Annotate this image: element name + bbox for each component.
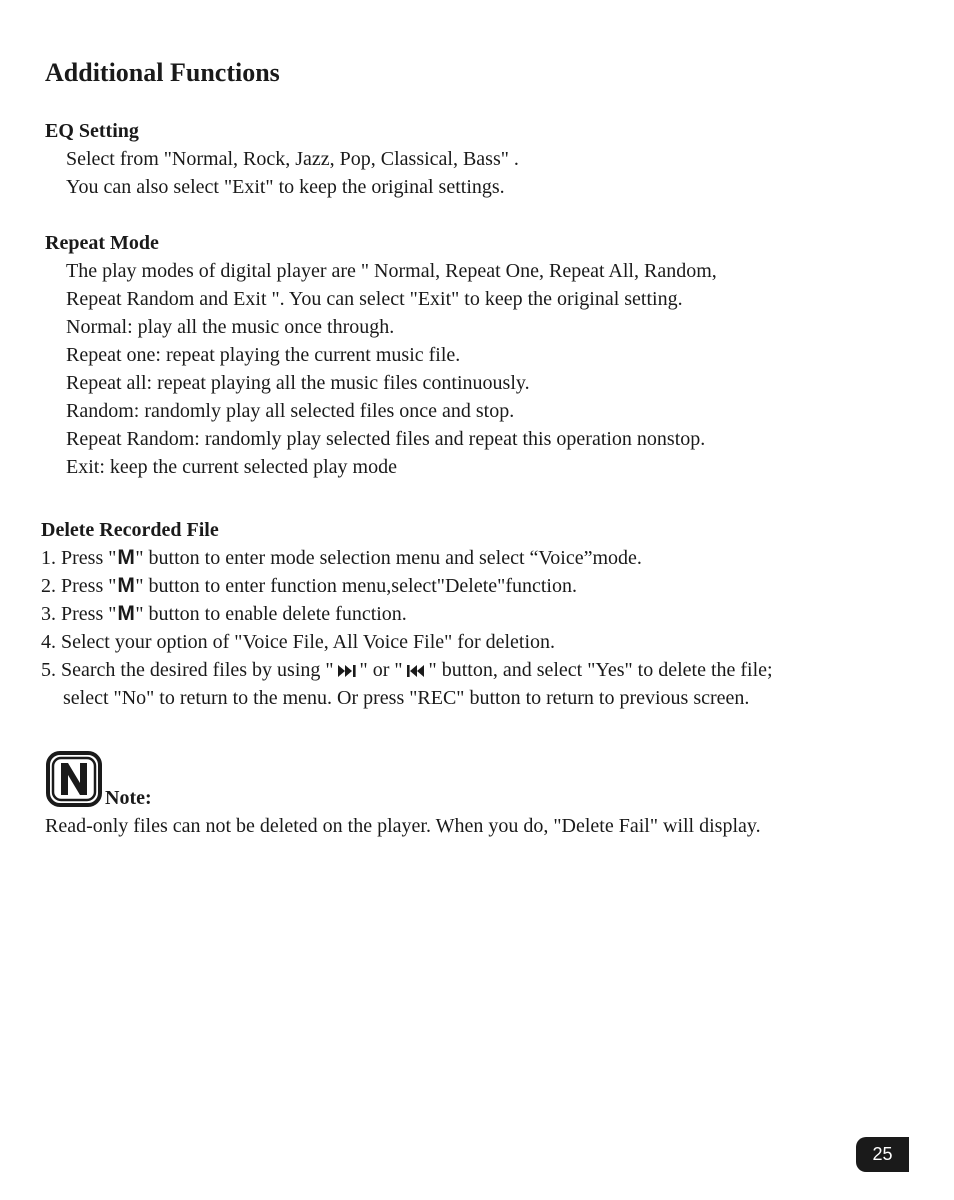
step-text: 5. Search the desired files by using ": [41, 659, 334, 681]
note-text: Read-only files can not be deleted on the player. When you do, "Delete Fail" will display.: [45, 815, 761, 837]
repeat-mode-line: Normal: play all the music once through.: [66, 316, 395, 338]
repeat-mode-line: Exit: keep the current selected play mode: [66, 456, 397, 478]
delete-step-3: [41, 600, 407, 628]
delete-step-5: [41, 656, 773, 687]
page-title: Additional Functions: [45, 58, 280, 87]
page-number: 25: [856, 1137, 909, 1172]
eq-setting-line: You can also select "Exit" to keep the original settings.: [66, 176, 505, 198]
step-text: 2. Press ": [41, 575, 117, 597]
delete-step-5-continued: select "No" to return to the menu. Or press "REC" button to return to previous screen.: [63, 687, 750, 709]
step-text: " button to enable delete function.: [135, 603, 407, 625]
step-text: " button to enter function menu,select"Delete"function.: [135, 575, 577, 597]
repeat-mode-line: Repeat one: repeat playing the current music file.: [66, 344, 461, 366]
repeat-mode-line: Repeat all: repeat playing all the music files continuously.: [66, 372, 530, 394]
m-button-symbol: M: [117, 574, 135, 597]
note-n-icon: [46, 751, 102, 807]
repeat-mode-line: Random: randomly play all selected files once and stop.: [66, 400, 515, 422]
step-text: " button, and select "Yes" to delete the file;: [428, 659, 773, 681]
m-button-symbol: M: [117, 602, 135, 625]
repeat-mode-line: Repeat Random: randomly play selected files and repeat this operation nonstop.: [66, 428, 706, 450]
m-button-symbol: M: [117, 546, 135, 569]
delete-recorded-file-heading: Delete Recorded File: [41, 519, 219, 541]
step-text: 1. Press ": [41, 547, 117, 569]
repeat-mode-line: The play modes of digital player are " Normal, Repeat One, Repeat All, Random,: [66, 260, 717, 282]
delete-step-1: [41, 544, 642, 572]
eq-setting-heading: EQ Setting: [45, 120, 139, 142]
step-text: " or ": [359, 659, 403, 681]
previous-track-icon: [405, 659, 427, 687]
step-text: " button to enter mode selection menu and select “Voice”mode.: [135, 547, 642, 569]
note-label: Note:: [105, 787, 152, 809]
step-text: 3. Press ": [41, 603, 117, 625]
repeat-mode-line: Repeat Random and Exit ". You can select "Exit" to keep the original setting.: [66, 288, 683, 310]
repeat-mode-heading: Repeat Mode: [45, 232, 159, 254]
eq-setting-line: Select from "Normal, Rock, Jazz, Pop, Classical, Bass" .: [66, 148, 519, 170]
next-track-icon: [336, 659, 358, 687]
delete-step-2: [41, 572, 577, 600]
delete-step-4: 4. Select your option of "Voice File, All Voice File" for deletion.: [41, 631, 556, 653]
